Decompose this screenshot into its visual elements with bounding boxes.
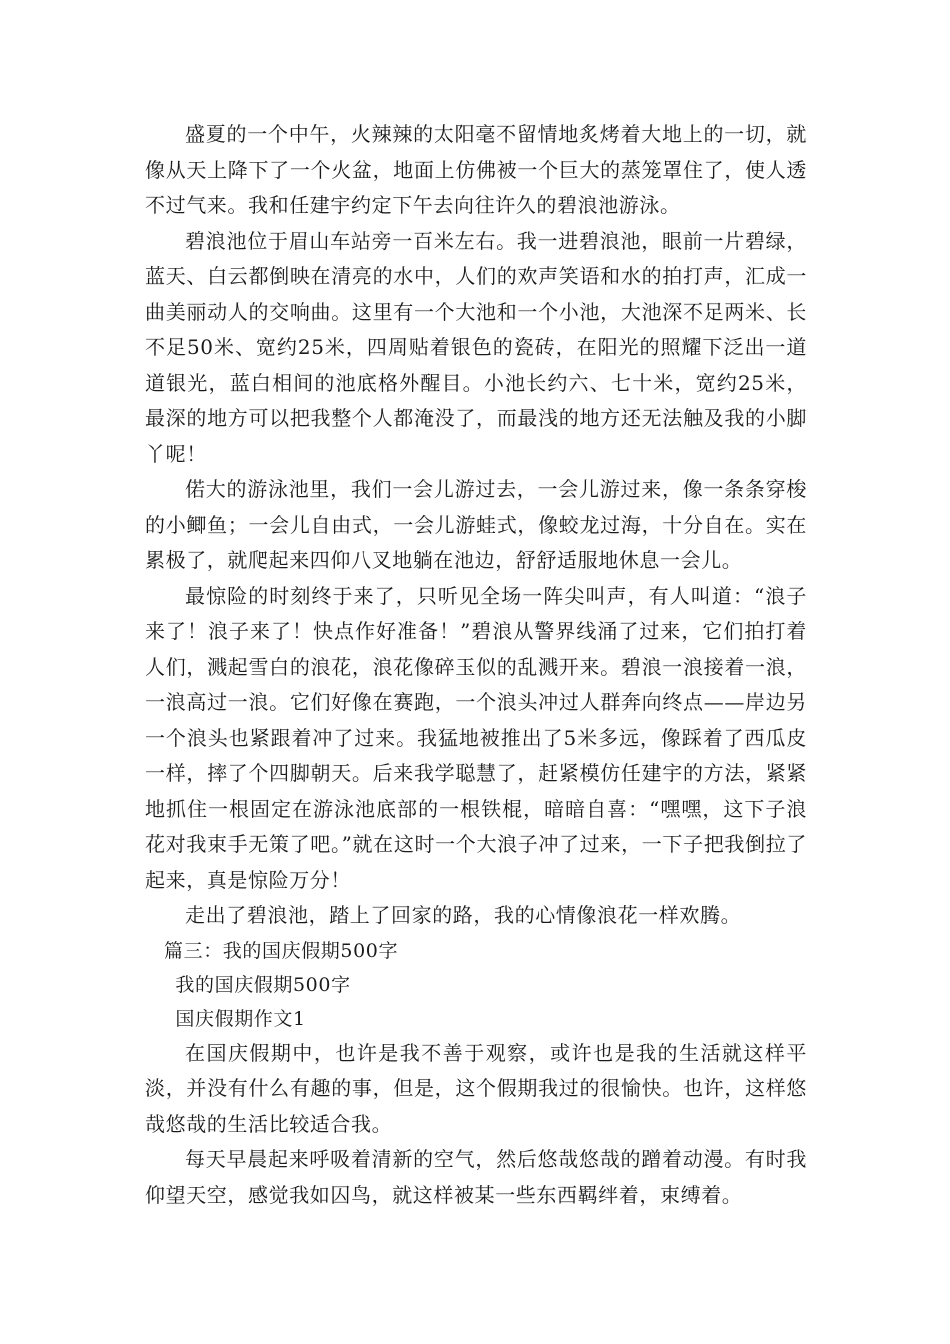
paragraph: 在国庆假期中，也许是我不善于观察，或许也是我的生活就这样平淡，并没有什么有趣的事，但是，这个假期我过的很愉快。也许，这样悠哉悠哉的生活比较适合我。 [145, 1040, 807, 1136]
paragraph: 最惊险的时刻终于来了，只听见全场一阵尖叫声，有人叫道：“浪子来了！浪子来了！快点作好准备！”碧浪从警界线涌了过来，它们拍打着人们，溅起雪白的浪花，浪花像碎玉似的乱溅开来。碧浪一浪接着一浪，一浪高过一浪。它们好像在赛跑，一个浪头冲过人群奔向终点——岸边另一个浪头也紧跟着冲了过来。我猛地被推出了5米多远，像踩着了西瓜皮一样，摔了个四脚朝天。后来我学聪慧了，赶紧模仿任建宇的方法，紧紧地抓住一根固定在游泳池底部的一根铁棍，暗暗自喜：“嘿嘿，这下子浪花对我束手无策了吧。”就在这时一个大浪子冲了过来，一下子把我倒拉了起来，真是惊险万分！ [145, 583, 807, 892]
essay-title: 国庆假期作文1 [175, 1007, 306, 1030]
paragraph: 走出了碧浪池，踏上了回家的路，我的心情像浪花一样欢腾。 [185, 903, 742, 927]
document-body [145, 117, 807, 1213]
subtitle: 我的国庆假期500字 [175, 973, 351, 996]
paragraph: 盛夏的一个中午，火辣辣的太阳毫不留情地炙烤着大地上的一切，就像从天上降下了一个火盆，地面上仿佛被一个巨大的蒸笼罩住了，使人透不过气来。我和任建宇约定下午去向往许久的碧浪池游泳。 [145, 122, 807, 217]
paragraph: 每天早晨起来呼吸着清新的空气，然后悠哉悠哉的蹭着动漫。有时我仰望天空，感觉我如囚鸟，就这样被某一些东西羁绊着，束缚着。 [145, 1147, 807, 1207]
paragraph: 碧浪池位于眉山车站旁一百米左右。我一进碧浪池，眼前一片碧绿，蓝天、白云都倒映在清亮的水中，人们的欢声笑语和水的拍打声，汇成一曲美丽动人的交响曲。这里有一个大池和一个小池，大池深不足两米、长不足50米、宽约25米，四周贴着银色的瓷砖，在阳光的照耀下泛出一道道银光，蓝白相间的池底格外醒目。小池长约六、七十米，宽约25米，最深的地方可以把我整个人都淹没了，而最浅的地方还无法触及我的小脚丫呢！ [145, 228, 807, 466]
paragraph: 偌大的游泳池里，我们一会儿游过去，一会儿游过来，像一条条穿梭的小鲫鱼；一会儿自由式，一会儿游蛙式，像蛟龙过海，十分自在。实在累极了，就爬起来四仰八叉地躺在池边，舒舒适服地休息一会儿。 [145, 477, 807, 572]
section-heading: 篇三：我的国庆假期500字 [164, 939, 399, 962]
